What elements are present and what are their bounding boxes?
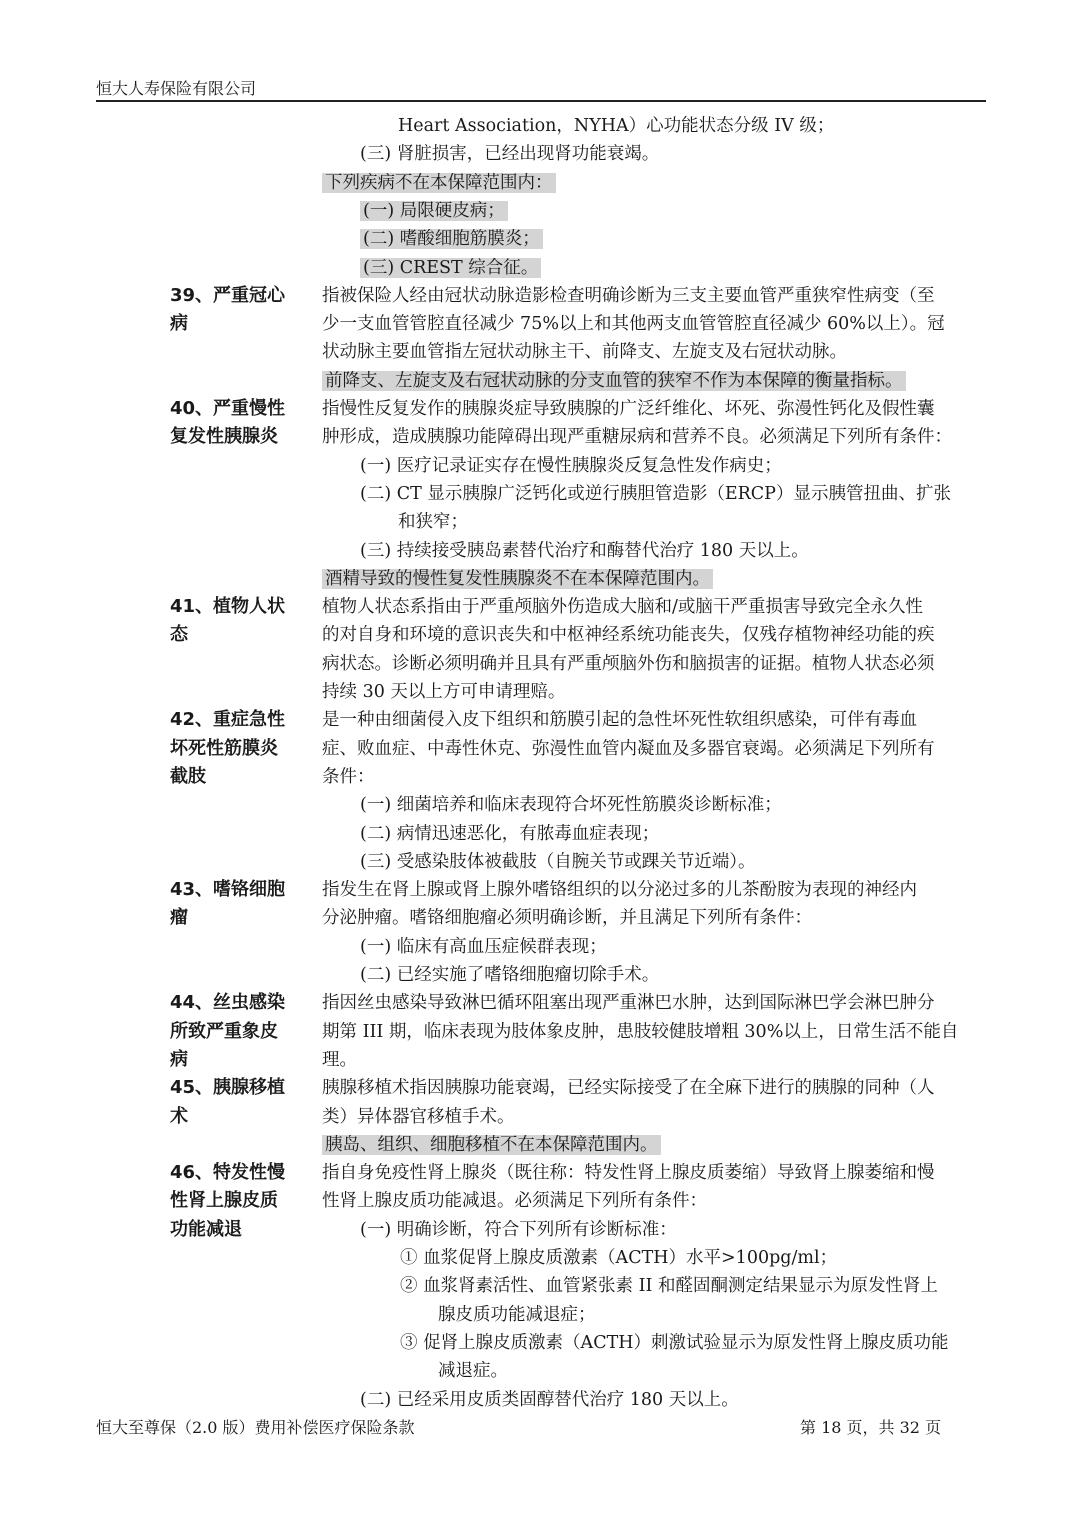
- line-text: 病状态。诊断必须明确并且具有严重颅脑外伤和脑损害的证据。植物人状态必须: [322, 653, 935, 674]
- text-line: [322, 678, 565, 706]
- text-line: [322, 621, 935, 649]
- text-line: [322, 338, 847, 366]
- highlighted-exclusion-line: [322, 565, 713, 593]
- line-text: Heart Association，NYHA）心功能状态分级 IV 级；: [398, 116, 835, 136]
- line-text: (二) 已经采用皮质类固醇替代治疗 180 天以上。: [360, 1389, 739, 1410]
- text-line: [400, 1244, 837, 1272]
- line-text: 指被保险人经由冠状动脉造影检查明确诊断为三支主要血管严重狭窄性病变（至: [322, 285, 935, 306]
- text-line: [438, 1357, 508, 1385]
- line-text: 腺皮质功能减退症；: [438, 1304, 596, 1325]
- text-line: [322, 1018, 958, 1046]
- text-line: [322, 310, 945, 338]
- highlighted-exclusion-line: [360, 254, 541, 282]
- highlighted-exclusion-line: [322, 367, 906, 395]
- text-line: [360, 1216, 677, 1244]
- text-line: [360, 1386, 739, 1414]
- line-text: (三) 肾脏损害，已经出现肾功能衰竭。: [360, 144, 660, 165]
- line-text: 少一支血管管腔直径减少 75%以上和其他两支血管管腔直径减少 60%以上）。冠: [322, 314, 945, 335]
- text-line: [322, 706, 917, 734]
- condition-title: 坏死性筋膜炎: [170, 737, 278, 759]
- text-line: [322, 1046, 357, 1074]
- text-line: [322, 282, 935, 310]
- text-line: [322, 650, 935, 678]
- line-text: (三) 持续接受胰岛素替代治疗和酶替代治疗 180 天以上。: [360, 540, 809, 561]
- line-text: 前降支、左旋支及右冠状动脉的分支血管的狭窄不作为本保障的衡量指标。: [322, 371, 906, 391]
- text-line: [322, 593, 923, 621]
- condition-title: 40、严重慢性: [170, 398, 286, 419]
- footer-product-name: 恒大至尊保（2.0 版）费用补偿医疗保险条款: [96, 1418, 415, 1437]
- line-text: 性肾上腺皮质功能减退。必须满足下列所有条件：: [322, 1191, 707, 1212]
- line-text: (一) 细菌培养和临床表现符合坏死性筋膜炎诊断标准；: [360, 795, 782, 816]
- text-line: [398, 112, 834, 140]
- line-text: 肿形成，造成胰腺功能障碍出现严重糖尿病和营养不良。必须满足下列所有条件：: [322, 427, 952, 448]
- line-text: 分泌肿瘤。嗜铬细胞瘤必须明确诊断，并且满足下列所有条件：: [322, 908, 812, 929]
- condition-title: 态: [170, 624, 188, 646]
- condition-title: 42、重症急性: [170, 709, 286, 731]
- text-line: [322, 876, 917, 904]
- line-text: 指因丝虫感染导致淋巴循环阻塞出现严重淋巴水肿，达到国际淋巴学会淋巴肿分: [322, 993, 935, 1014]
- text-line: [400, 1272, 938, 1300]
- line-text: ③ 促肾上腺皮质激素（ACTH）刺激试验显示为原发性肾上腺皮质功能: [400, 1332, 949, 1353]
- text-line: [398, 508, 468, 536]
- line-text: (一) 明确诊断，符合下列所有诊断标准：: [360, 1219, 677, 1240]
- line-text: 胰岛、组织、细胞移植不在本保障范围内。: [322, 1135, 661, 1155]
- text-line: [360, 140, 659, 168]
- text-line: [322, 1074, 935, 1102]
- line-text: 期第 III 期，临床表现为肢体象皮肿，患肢较健肢增粗 30%以上，日常生活不能自: [322, 1021, 959, 1042]
- condition-title: 性肾上腺皮质: [170, 1190, 278, 1212]
- line-text: 状动脉主要血管指左冠状动脉主干、前降支、左旋支及右冠状动脉。: [322, 342, 847, 363]
- condition-title: 病: [170, 1048, 188, 1070]
- condition-title: 术: [170, 1105, 188, 1127]
- line-text: (二) 嗜酸细胞筋膜炎；: [360, 229, 543, 249]
- line-text: 症、败血症、中毒性休克、弥漫性血管内凝血及多器官衰竭。必须满足下列所有: [322, 738, 935, 759]
- line-text: (二) 病情迅速恶化，有脓毒血症表现；: [360, 823, 660, 844]
- line-text: (二) CT 显示胰腺广泛钙化或逆行胰胆管造影（ERCP）显示胰管扭曲、扩张: [360, 483, 951, 504]
- text-line: [360, 537, 809, 565]
- text-line: [322, 1159, 935, 1187]
- line-text: 减退症。: [438, 1361, 508, 1382]
- condition-title: 39、严重冠心: [170, 284, 286, 306]
- condition-title: 复发性胰腺炎: [170, 426, 278, 448]
- text-line: [360, 933, 607, 961]
- line-text: (一) 临床有高血压症候群表现；: [360, 936, 607, 957]
- footer-page-number: 第 18 页，共 32 页: [800, 1418, 942, 1437]
- line-text: 指发生在肾上腺或肾上腺外嗜铬组织的以分泌过多的儿茶酚胺为表现的神经内: [322, 880, 917, 901]
- line-text: 指自身免疫性肾上腺炎（既往称：特发性肾上腺皮质萎缩）导致肾上腺萎缩和慢: [322, 1163, 935, 1184]
- condition-title: 病: [170, 313, 188, 335]
- text-line: [322, 989, 935, 1017]
- text-line: [322, 395, 935, 423]
- text-line: [322, 1103, 515, 1131]
- text-line: [322, 904, 812, 932]
- condition-title: 45、胰腺移植: [170, 1077, 286, 1099]
- highlighted-exclusion-line: [322, 1131, 661, 1159]
- line-text: (一) 医疗记录证实存在慢性胰腺炎反复急性发作病史；: [360, 455, 782, 476]
- text-line: [438, 1301, 596, 1329]
- line-text: (一) 局限硬皮病；: [360, 201, 508, 221]
- condition-title: 46、特发性慢: [170, 1162, 286, 1184]
- line-text: 植物人状态系指由于严重颅脑外伤造成大脑和/或脑干严重损害导致完全永久性: [322, 597, 923, 618]
- line-text: 是一种由细菌侵入皮下组织和筋膜引起的急性坏死性软组织感染，可伴有毒血: [322, 710, 917, 731]
- text-line: [322, 423, 952, 451]
- line-text: ① 血浆促肾上腺皮质激素（ACTH）水平>100pg/ml；: [400, 1248, 838, 1268]
- line-text: ② 血浆肾素活性、血管紧张素 II 和醛固酮测定结果显示为原发性肾上: [400, 1276, 939, 1297]
- condition-title: 41、植物人状: [170, 596, 286, 618]
- text-line: [360, 820, 659, 848]
- text-line: [322, 735, 935, 763]
- condition-title: 43、嗜铬细胞: [170, 879, 286, 901]
- text-line: [322, 763, 375, 791]
- page-header: [96, 74, 986, 102]
- company-name: 恒大人寿保险有限公司: [96, 79, 257, 98]
- condition-title: 截肢: [170, 765, 206, 787]
- text-line: [360, 791, 782, 819]
- text-line: [360, 480, 951, 508]
- line-text: 酒精导致的慢性复发性胰腺炎不在本保障范围内。: [322, 569, 713, 589]
- line-text: 条件：: [322, 766, 375, 787]
- text-line: [400, 1329, 949, 1357]
- line-text: 类）异体器官移植手术。: [322, 1106, 515, 1127]
- line-text: 和狭窄；: [398, 512, 468, 533]
- highlighted-exclusion-line: [360, 225, 543, 253]
- condition-title: 瘤: [170, 907, 188, 929]
- line-text: (三) CREST 综合征。: [360, 258, 541, 278]
- condition-title: 所致严重象皮: [170, 1020, 278, 1042]
- condition-title: 44、丝虫感染: [170, 992, 286, 1014]
- line-text: 持续 30 天以上方可申请理赔。: [322, 682, 566, 702]
- line-text: (三) 受感染肢体被截肢（自腕关节或踝关节近端）。: [360, 851, 756, 872]
- highlighted-exclusion-line: [360, 197, 508, 225]
- condition-title: 功能减退: [170, 1218, 242, 1240]
- line-text: 指慢性反复发作的胰腺炎症导致胰腺的广泛纤维化、坏死、弥漫性钙化及假性囊: [322, 399, 935, 419]
- line-text: 的对自身和环境的意识丧失和中枢神经系统功能丧失，仅残存植物神经功能的疾: [322, 625, 935, 646]
- highlighted-exclusion-line: [322, 169, 556, 197]
- line-text: 理。: [322, 1049, 357, 1070]
- text-line: [360, 848, 755, 876]
- text-line: [322, 1187, 707, 1215]
- line-text: 下列疾病不在本保障范围内：: [322, 173, 556, 193]
- line-text: (二) 已经实施了嗜铬细胞瘤切除手术。: [360, 965, 660, 985]
- text-line: [360, 961, 659, 989]
- line-text: 胰腺移植术指因胰腺功能衰竭，已经实际接受了在全麻下进行的胰腺的同种（人: [322, 1078, 935, 1099]
- text-line: [360, 452, 782, 480]
